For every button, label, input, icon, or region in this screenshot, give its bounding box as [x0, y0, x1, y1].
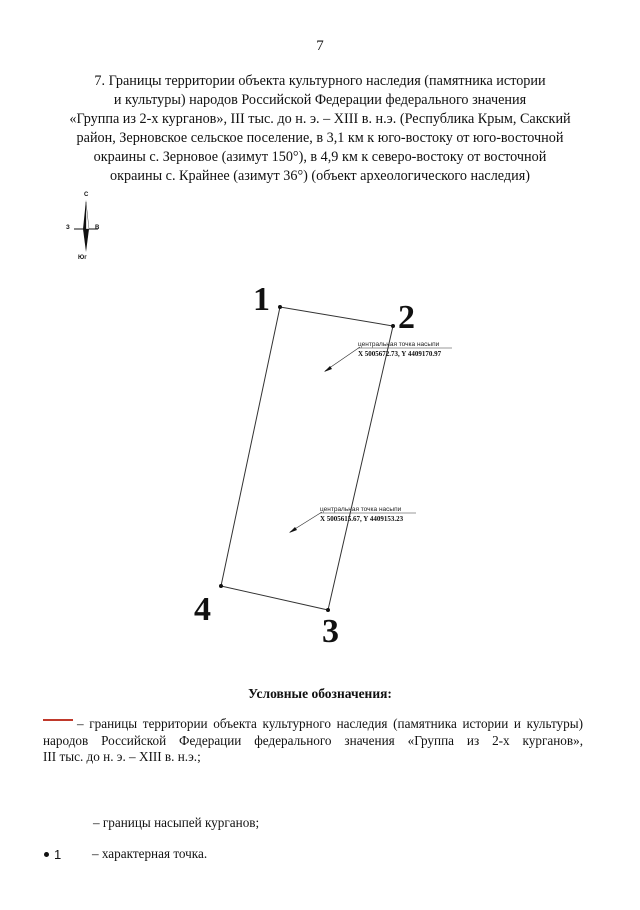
compass-west-label: З	[66, 225, 70, 231]
legend-point-number: 1	[54, 846, 62, 862]
legend-red-text: III тыс. до н. э. – XIII в. н.э.;	[43, 749, 201, 764]
point-label-1: 1	[253, 281, 270, 318]
title-line: «Группа из 2-х курганов», III тыс. до н. э. – XIII в. н.э. (Республика Крым, Сакский	[69, 111, 571, 127]
point-label-3: 3	[322, 613, 339, 650]
title-line: и культуры) народов Российской Федерации федерального значения	[113, 92, 527, 108]
mound-coords-1: X 5005672.73, Y 4409170.97	[358, 350, 442, 358]
point-label-4: 4	[194, 591, 211, 628]
red-boundary-line-icon	[43, 719, 73, 721]
legend-mound-boundary: – границы насыпей курганов;	[93, 815, 260, 830]
title-line: район, Зерновское сельское поселение, в 3,1 км к юго-востоку от юго-восточной	[76, 130, 564, 146]
mound-caption-1: центральная точка насыпи	[358, 341, 440, 348]
compass-north-label: С	[84, 192, 89, 198]
point-dot-icon	[44, 852, 49, 857]
boundary-point-4	[219, 584, 223, 588]
boundary-point-3	[326, 608, 330, 612]
mound-caption-2: центральная точка насыпи	[320, 506, 402, 513]
boundary-point-2	[391, 324, 395, 328]
legend-title: Условные обозначения:	[248, 686, 392, 701]
title-line: 7. Границы территории объекта культурного наследия (памятника истории	[94, 73, 546, 89]
compass-south-label: Юг	[78, 255, 87, 261]
compass-east-label: В	[95, 225, 100, 231]
legend-red-text: – границы территории объекта культурного наследия (памятника истории и культуры)	[77, 716, 583, 731]
title-line: окраины с. Крайнее (азимут 36°) (объект археологического наследия)	[110, 168, 530, 184]
legend-characteristic-point	[44, 846, 207, 862]
boundary-point-1	[278, 305, 282, 309]
legend-territory-boundary	[43, 716, 583, 766]
point-label-2: 2	[398, 299, 415, 336]
title-line: окраины с. Зерновое (азимут 150°), в 4,9 км к северо-востоку от восточной	[93, 149, 547, 165]
legend-point-text: – характерная точка.	[92, 846, 208, 861]
legend-red-text: народов Российской Федерации федерального значения «Группа из 2-х курганов»,	[43, 732, 583, 748]
mound-arrow-2	[289, 527, 297, 533]
page-number: 7	[316, 38, 324, 54]
mound-coords-2: X 5005615.67, Y 4409153.23	[320, 515, 404, 523]
